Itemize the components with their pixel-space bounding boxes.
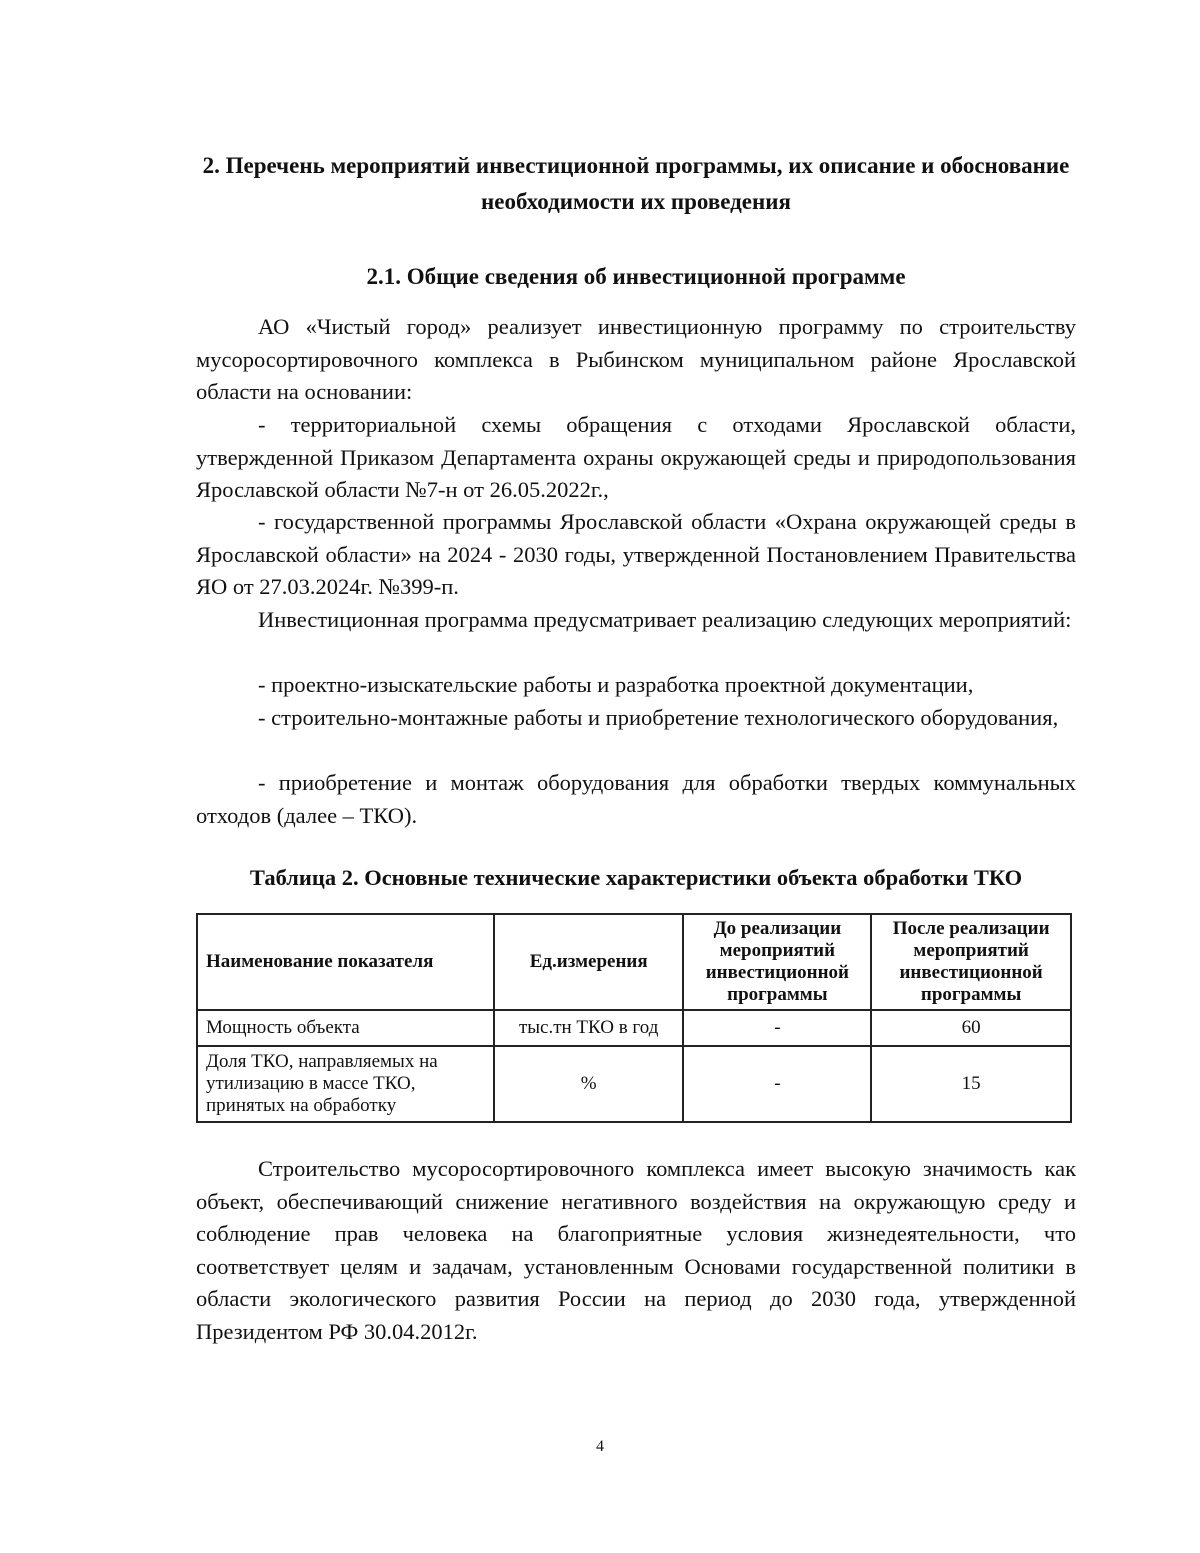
intro-paragraph: АО «Чистый город» реализует инвестиционную программу по строительству мусоросортировочного комплекса в Рыбинском муниципальном районе Ярославской области на основании: bbox=[196, 314, 1076, 404]
basis-item-program: - государственной программы Ярославской области «Охрана окружающей среды в Ярославской области» на 2024 - 2030 годы, утвержденной Постановлением Правительства ЯО от 27.03.2024г. №399-п. bbox=[196, 509, 1076, 599]
table-caption: Таблица 2. Основные технические характеристики объекта обработки ТКО bbox=[249, 865, 1023, 890]
cell-indicator: Доля ТКО, направляемых на утилизацию в массе ТКО, принятых на обработку bbox=[197, 1046, 494, 1122]
cell-after: 15 bbox=[871, 1046, 1071, 1122]
page-number: 4 bbox=[596, 1438, 604, 1455]
table-row bbox=[197, 1010, 1071, 1046]
table-header-row bbox=[197, 914, 1071, 1010]
cell-unit: % bbox=[494, 1046, 684, 1122]
measures-intro-paragraph: Инвестиционная программа предусматривает реализацию следующих мероприятий: bbox=[258, 607, 1072, 632]
closing-paragraph: Строительство мусоросортировочного комплекса имеет высокую значимость как объект, обеспечивающий снижение негативного воздействия на окружающую среду и соблюдение прав человека на благоприятные условия жизнедеятельности, что соответствует целям и задачам, установленным Основами государственной политики в области экологического развития России на период до 2030 года, утвержденной Президентом РФ 30.04.2012г. bbox=[196, 1156, 1076, 1344]
column-header-indicator: Наименование показателя bbox=[197, 914, 494, 1010]
cell-after: 60 bbox=[871, 1010, 1071, 1046]
column-header-unit: Ед.измерения bbox=[494, 914, 684, 1010]
section-heading: 2. Перечень мероприятий инвестиционной программы, их описание и обоснование необходимости их проведения bbox=[202, 153, 1070, 214]
measure-item-equipment: - приобретение и монтаж оборудования для обработки твердых коммунальных отходов (далее – ТКО). bbox=[196, 770, 1076, 828]
cell-unit: тыс.тн ТКО в год bbox=[494, 1010, 684, 1046]
measure-item-design: - проектно-изыскательские работы и разработка проектной документации, bbox=[258, 672, 974, 697]
subsection-heading: 2.1. Общие сведения об инвестиционной программе bbox=[366, 264, 906, 289]
technical-characteristics-table bbox=[196, 913, 1072, 1123]
column-header-after: После реализации мероприятий инвестиционной программы bbox=[871, 914, 1071, 1010]
cell-before: - bbox=[683, 1010, 871, 1046]
column-header-before: До реализации мероприятий инвестиционной программы bbox=[683, 914, 871, 1010]
cell-indicator: Мощность объекта bbox=[197, 1010, 494, 1046]
cell-before: - bbox=[683, 1046, 871, 1122]
measure-item-construction: - строительно-монтажные работы и приобретение технологического оборудования, bbox=[258, 705, 1059, 730]
table-row bbox=[197, 1046, 1071, 1122]
basis-item-scheme: - территориальной схемы обращения с отходами Ярославской области, утвержденной Приказом Департамента охраны окружающей среды и природопользования Ярославской области №7-н от 26.05.2022г., bbox=[196, 412, 1076, 502]
